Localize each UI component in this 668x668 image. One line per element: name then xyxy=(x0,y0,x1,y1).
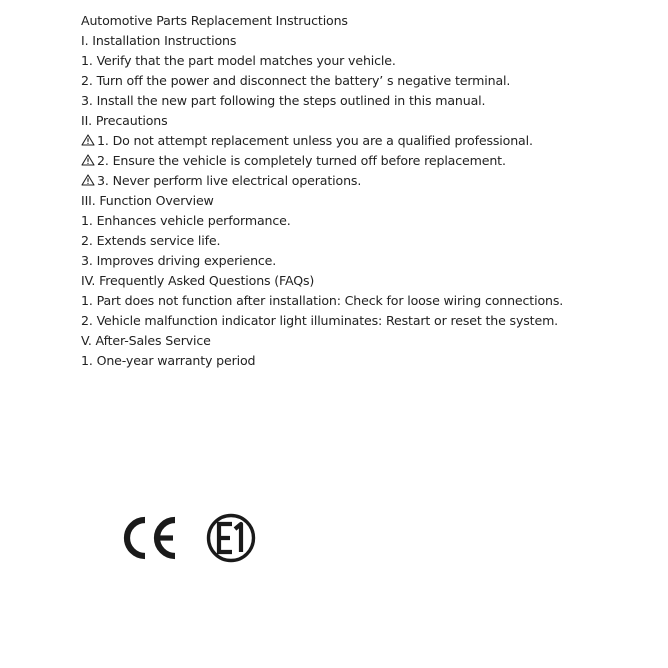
list-item: 3. Improves driving experience. xyxy=(81,253,277,268)
list-item-text: 2. Ensure the vehicle is completely turned off before replacement. xyxy=(97,153,506,168)
section-heading: V. After-Sales Service xyxy=(81,333,211,348)
section-heading: I. Installation Instructions xyxy=(81,33,237,48)
ce-mark-icon xyxy=(120,512,180,568)
list-item: 2. Extends service life. xyxy=(81,233,221,248)
section-heading: II. Precautions xyxy=(81,113,168,128)
list-item: 1. Verify that the part model matches your vehicle. xyxy=(81,53,396,68)
section-heading: III. Function Overview xyxy=(81,193,214,208)
e1-mark-icon xyxy=(205,512,259,568)
section-precautions xyxy=(81,111,661,191)
warning-triangle-icon xyxy=(81,154,95,166)
list-item: 1. Part does not function after installation: Check for loose wiring connections. xyxy=(81,293,564,308)
list-item xyxy=(81,171,661,191)
section-after-sales xyxy=(81,331,661,371)
list-item xyxy=(81,151,661,171)
list-item: 2. Turn off the power and disconnect the battery’ s negative terminal. xyxy=(81,73,511,88)
instructions-document xyxy=(81,11,661,371)
section-function-overview xyxy=(81,191,661,271)
section-installation xyxy=(81,31,661,111)
list-item: 1. One-year warranty period xyxy=(81,353,256,368)
list-item xyxy=(81,131,661,151)
list-item-text: 3. Never perform live electrical operations. xyxy=(97,173,362,188)
warning-triangle-icon xyxy=(81,174,95,186)
section-faqs xyxy=(81,271,661,331)
list-item: 3. Install the new part following the steps outlined in this manual. xyxy=(81,93,486,108)
section-heading: IV. Frequently Asked Questions (FAQs) xyxy=(81,273,315,288)
document-title: Automotive Parts Replacement Instructions xyxy=(81,13,348,28)
warning-triangle-icon xyxy=(81,134,95,146)
list-item: 2. Vehicle malfunction indicator light illuminates: Restart or reset the system. xyxy=(81,313,559,328)
list-item: 1. Enhances vehicle performance. xyxy=(81,213,291,228)
list-item-text: 1. Do not attempt replacement unless you are a qualified professional. xyxy=(97,133,533,148)
